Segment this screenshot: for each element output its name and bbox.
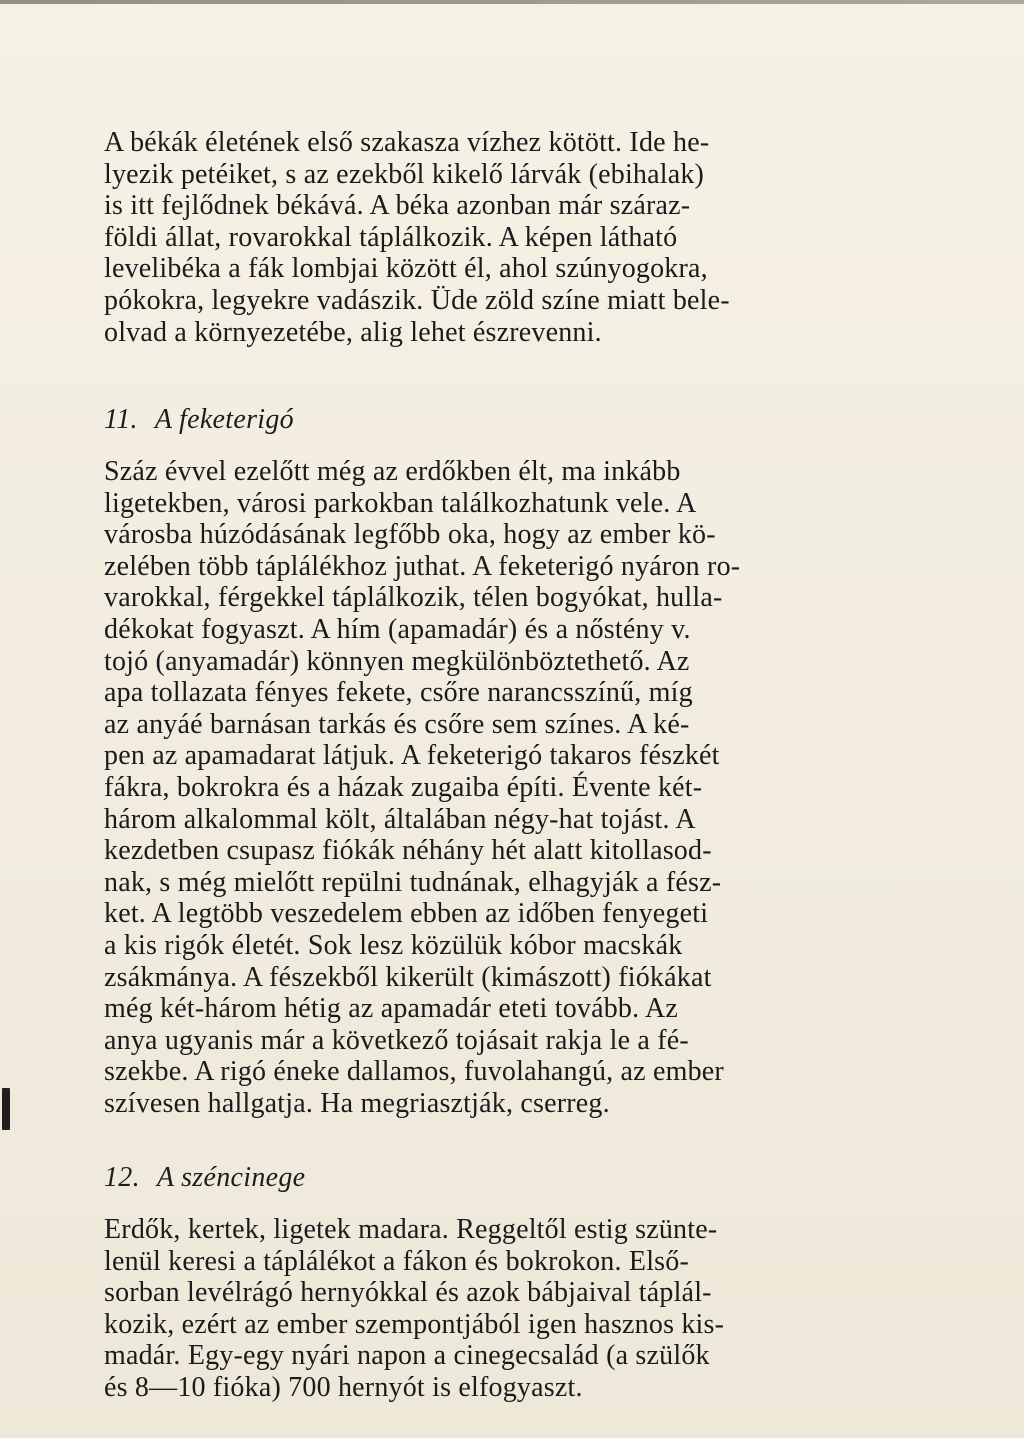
section-title-szencinege: A széncinege <box>156 1162 306 1193</box>
section-number-12: 12. <box>104 1162 140 1193</box>
paragraph-frog-life: A békák életének első szakasza vízhez kötött. Ide he- lyezik petéiket, s az ezekből kikelő lárvák (ebihalak) is itt fejlődnek békává. A béka azonban már száraz- földi állat, rovarokkal táplálkozik. A képen látható levelibéka a fák lombjai között él, ahol szúnyogokra, pókokra, legyekre vadászik. Üde zöld színe miatt bele- olvad a környezetébe, alig lehet észrevenni. <box>104 127 730 348</box>
section-heading-szencinege <box>104 1162 305 1193</box>
top-edge-rule <box>0 0 1024 4</box>
paragraph-szencinege: Erdők, kertek, ligetek madara. Reggeltől estig szünte- lenül keresi a táplálékot a fákon és bokrokon. Első- sorban levélrágó hernyókkal és azok bábjaival táplál- kozik, ezért az ember szempontjából igen hasznos kis- madár. Egy-egy nyári napon a cinegecsalád (a szülők és 8—10 fióka) 700 hernyót is elfogyaszt. <box>104 1214 725 1403</box>
paragraph-feketerigo: Száz évvel ezelőtt még az erdőkben élt, ma inkább ligetekben, városi parkokban találkozhatunk vele. A városba húzódásának legfőbb oka, hogy az ember kö- zelében több táplálékhoz juthat. A feketerigó nyáron ro- varokkal, férgekkel táplálkozik, télen bogyókat, hulla- dékokat fogyaszt. A hím (apamadár) és a nőstény v. tojó (anyamadár) könnyen megkülönböztethető. Az apa tollazata fényes fekete, csőre narancsszínű, míg az anyáé barnásan tarkás és csőre sem színes. A ké- pen az apamadarat látjuk. A feketerigó takaros fészkét fákra, bokrokra és a házak zugaiba építi. Évente két- három alkalommal költ, általában négy-hat tojást. A kezdetben csupasz fiókák néhány hét alatt kitollasod- nak, s még mielőtt repülni tudnának, elhagyják a fész- ket. A legtöbb veszedelem ebben az időben fenyegeti a kis rigók életét. Sok lesz közülük kóbor macskák zsákmánya. A fészekből kikerült (kimászott) fiókákat még két-három hétig az apamadár eteti tovább. Az anya ugyanis már a következő tojásait rakja le a fé- szekbe. A rigó éneke dallamos, fuvolahangú, az ember szívesen hallgatja. Ha megriasztják, cserreg. <box>104 456 741 1119</box>
section-heading-feketerigo <box>104 404 294 435</box>
section-number-11: 11. <box>104 404 138 435</box>
section-title-feketerigo: A feketerigó <box>154 404 294 435</box>
left-margin-mark <box>2 1088 10 1130</box>
